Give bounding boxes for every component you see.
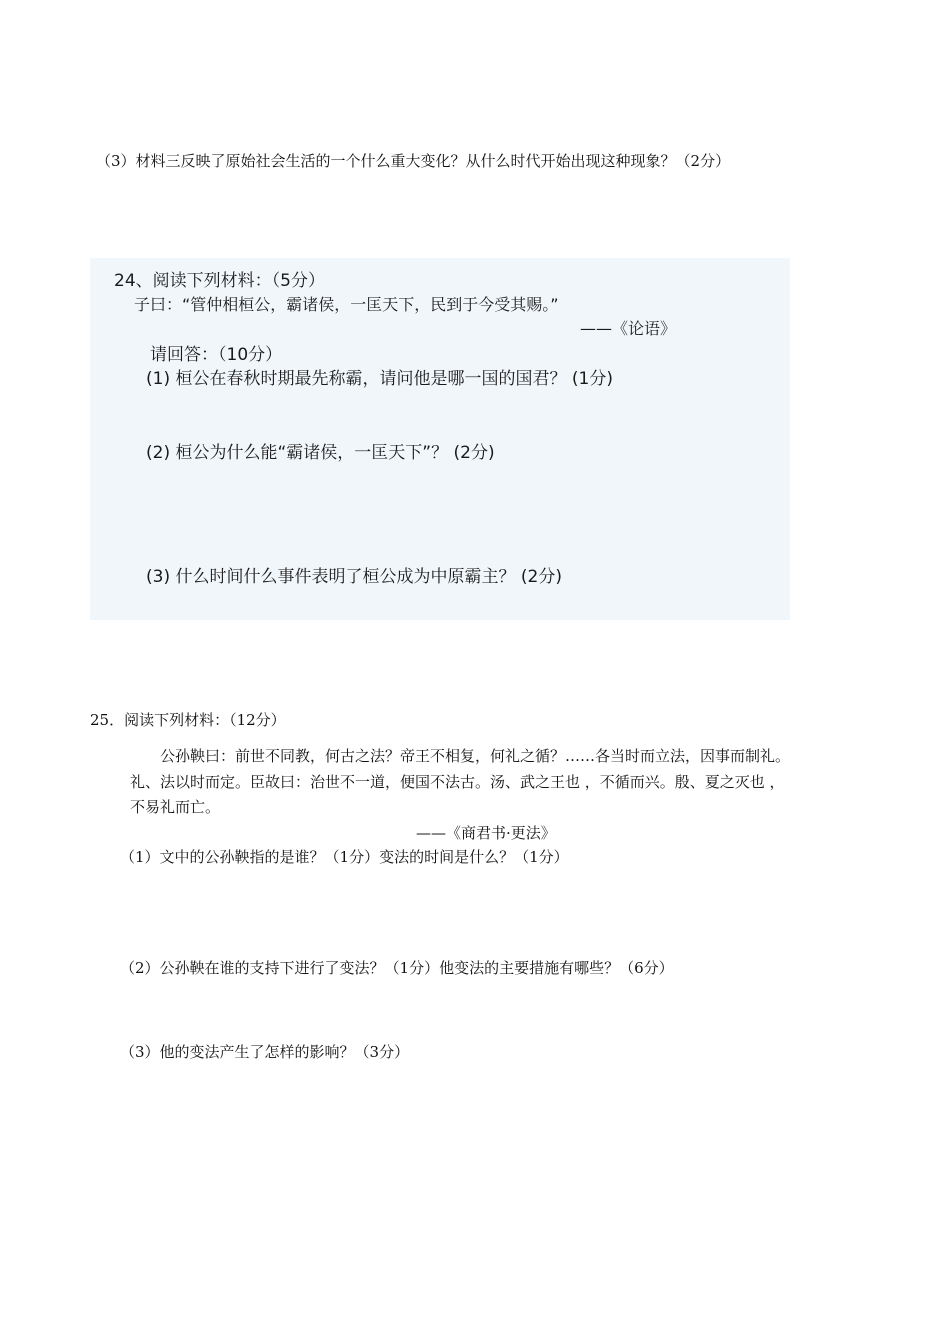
q25-source: ——《商君书·更法》 <box>416 824 556 842</box>
q24-part3: (3) 什么时间什么事件表明了桓公成为中原霸主？ (2分) <box>146 567 562 587</box>
q24-title: 24、阅读下列材料：（5分） <box>114 271 325 291</box>
q24-prompt: 请回答：（10分） <box>150 345 283 365</box>
q24-quote: 子曰：“管仲相桓公，霸诸侯，一匡天下，民到于今受其赐。” <box>134 295 559 314</box>
q24-source: ——《论语》 <box>580 319 677 338</box>
q25-passage-line1: 公孙鞅曰：前世不同教，何古之法？帝王不相复，何礼之循？……各当时而立法，因事而制礼。 <box>160 747 791 765</box>
q25-part1: （1）文中的公孙鞅指的是谁？（1分）变法的时间是什么？（1分） <box>120 848 569 866</box>
q25-passage-line2: 礼、法以时而定。臣故曰：治世不一道，便国不法古。汤、武之王也 ，不循而兴。殷、夏之灭也 ， <box>130 773 785 791</box>
q24-part1: (1) 桓公在春秋时期最先称霸，请问他是哪一国的国君？ (1分) <box>146 369 613 389</box>
q24-scanned-block <box>90 258 790 620</box>
q23-part3-question: （3）材料三反映了原始社会生活的一个什么重大变化？从什么时代开始出现这种现象？（2分） <box>96 152 731 170</box>
q25-title: 25．阅读下列材料：（12分） <box>90 711 286 729</box>
q24-part2: (2) 桓公为什么能“霸诸侯，一匡天下”？ (2分) <box>146 443 495 463</box>
q25-part2: （2）公孙鞅在谁的支持下进行了变法？（1分）他变法的主要措施有哪些？（6分） <box>120 959 674 977</box>
q25-passage-line3: 不易礼而亡。 <box>130 798 221 816</box>
q25-part3: （3）他的变法产生了怎样的影响？（3分） <box>120 1043 410 1061</box>
